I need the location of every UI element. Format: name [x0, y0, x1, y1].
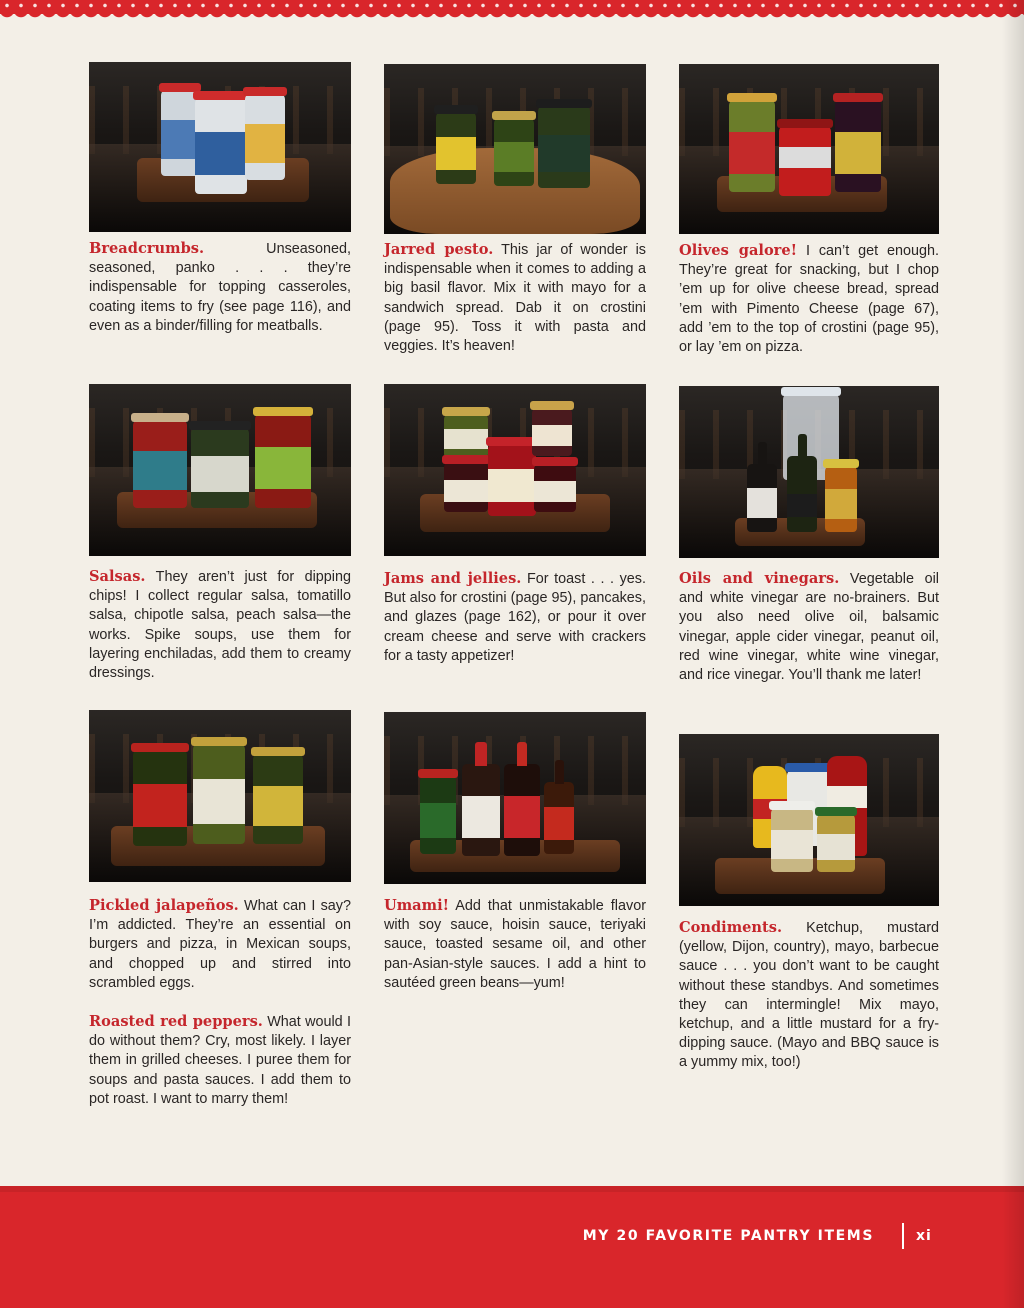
- item-title: Jarred pesto.: [384, 241, 494, 258]
- item-breadcrumbs: [89, 239, 351, 336]
- photo-umami: [384, 712, 646, 884]
- item-title: Salsas.: [89, 568, 146, 585]
- footer-red-band: [0, 1186, 1024, 1308]
- item-umami: [384, 896, 646, 993]
- photo-condiments: [679, 734, 939, 906]
- photo-olives: [679, 64, 939, 234]
- photo-jalapenos: [89, 710, 351, 882]
- page-curl-shadow: [1002, 0, 1024, 1308]
- item-body: This jar of wonder is indispensable when it comes to adding a big basil flavor. Mix it with mayo for a sandwich spread. Dab it on crostini (page 95). Toss it with pasta and veggies. It’s heaven!: [384, 242, 646, 355]
- item-body: For toast . . . yes. But also for crostini (page 95), pancakes, and glazes (page 162), or pour it over cream cheese and serve with crackers for a tasty appetizer!: [384, 571, 646, 664]
- item-title: Olives galore!: [679, 242, 798, 259]
- item-pesto: [384, 240, 646, 356]
- item-body: I can’t get enough. They’re great for snacking, but I chop ’em up for olive cheese bread, spread ’em with Pimento Cheese (page 67), add ’em to the top of crostini (page 95), or lay ’em on pizza.: [679, 243, 939, 356]
- item-body: Unseasoned, seasoned, panko . . . they’re indispensable for topping casseroles, coating items to fry (see page 116), and even as a binder/filling for meatballs.: [89, 241, 351, 334]
- item-body: Ketchup, mustard (yellow, Dijon, country), mayo, barbecue sauce . . . you don’t want to be caught without these standbys. And sometimes they can intermingle! Mix mayo, ketchup, and a little mustard for a fry-dipping sauce. (Mayo and BBQ sauce is a yummy mix, too!): [679, 920, 939, 1071]
- item-jalapenos: [89, 896, 351, 993]
- item-title: Pickled jalapeños.: [89, 897, 239, 914]
- item-jams: [384, 569, 646, 666]
- top-dot-trim: [0, 3, 1024, 8]
- photo-pesto: [384, 64, 646, 234]
- photo-jams: [384, 384, 646, 556]
- item-body: What can I say? I’m addicted. They’re an essential on burgers and pizza, in Mexican soups, and chopped up and stirred into scrambled eggs.: [89, 898, 351, 991]
- item-body: Add that unmistakable flavor with soy sauce, hoisin sauce, teriyaki sauce, toasted sesame oil, and other pan-Asian-style sauces. I add a hint to sautéed green beans—yum!: [384, 898, 646, 991]
- item-body: Vegetable oil and white vinegar are no-brainers. But you also need olive oil, balsamic vinegar, apple cider vinegar, peanut oil, red wine vinegar, white wine vinegar, and rice vinegar. You’ll thank me later!: [679, 571, 939, 684]
- item-condiments: [679, 918, 939, 1073]
- item-title: Oils and vinegars.: [679, 570, 840, 587]
- footer-divider: [902, 1223, 904, 1249]
- item-title: Umami!: [384, 897, 450, 914]
- photo-breadcrumbs: [89, 62, 351, 232]
- item-title: Breadcrumbs.: [89, 240, 205, 257]
- item-title: Condiments.: [679, 919, 783, 936]
- item-title: Roasted red peppers.: [89, 1013, 263, 1030]
- item-oils: [679, 569, 939, 685]
- item-body: What would I do without them? Cry, most likely. I layer them in grilled cheeses. I puree them for soups and pasta sauces. I add them to pot roast. I want to marry them!: [89, 1014, 351, 1107]
- photo-salsas: [89, 384, 351, 556]
- photo-oils: [679, 386, 939, 558]
- item-olives: [679, 241, 939, 357]
- page-number: xi: [916, 1228, 932, 1244]
- top-scalloped-edge: [0, 10, 1024, 20]
- item-roasted-peppers: [89, 1012, 351, 1109]
- footer-title: MY 20 FAVORITE PANTRY ITEMS: [582, 1228, 874, 1244]
- item-title: Jams and jellies.: [384, 570, 522, 587]
- item-body: They aren’t just for dipping chips! I collect regular salsa, tomatillo salsa, chipotle salsa, peach salsa—the works. Spike soups, use them for layering enchiladas, add them to creamy dressings.: [89, 569, 351, 682]
- item-salsas: [89, 567, 351, 683]
- footer-band-edge: [0, 1186, 1024, 1192]
